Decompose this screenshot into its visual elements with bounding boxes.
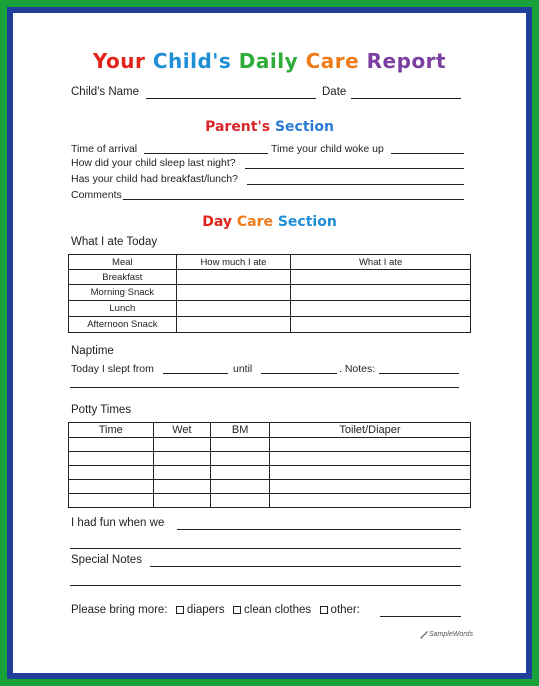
heading-word: Section bbox=[274, 119, 334, 135]
table-row bbox=[69, 301, 471, 317]
table-row bbox=[69, 466, 471, 480]
table-row bbox=[69, 438, 471, 452]
other-label: other: bbox=[330, 604, 360, 616]
nap-notes-field[interactable] bbox=[379, 373, 459, 374]
meal-name: Afternoon Snack bbox=[69, 317, 177, 333]
meal-header: Meal bbox=[69, 255, 177, 270]
logo-text: SampleWords bbox=[429, 630, 473, 638]
comments-label: Comments bbox=[71, 189, 122, 201]
potty-table-header bbox=[69, 423, 471, 438]
what-ate-cell[interactable] bbox=[291, 317, 471, 333]
parents-section-heading bbox=[13, 119, 526, 135]
heading-word: Day bbox=[202, 214, 237, 230]
until-field[interactable] bbox=[261, 373, 337, 374]
toilet-diaper-cell[interactable] bbox=[269, 480, 470, 494]
what-ate-cell[interactable] bbox=[291, 285, 471, 301]
clean-clothes-label: clean clothes bbox=[244, 604, 312, 616]
what-ate-cell[interactable] bbox=[291, 270, 471, 285]
special-notes-field-2[interactable] bbox=[70, 585, 461, 586]
naptime-heading: Naptime bbox=[71, 345, 114, 357]
sleep-label: How did your child sleep last night? bbox=[71, 157, 236, 169]
toilet-diaper-cell[interactable] bbox=[269, 466, 470, 480]
fun-field[interactable] bbox=[177, 529, 461, 530]
meal-name: Morning Snack bbox=[69, 285, 177, 301]
title-word: Care bbox=[305, 49, 367, 73]
table-row bbox=[69, 480, 471, 494]
toilet-diaper-cell[interactable] bbox=[269, 494, 470, 508]
page-title bbox=[13, 49, 526, 73]
nap-notes-line[interactable] bbox=[70, 387, 459, 388]
meal-table bbox=[68, 254, 471, 333]
time-header: Time bbox=[69, 423, 154, 438]
breakfast-field[interactable] bbox=[247, 184, 464, 185]
what-ate-cell[interactable] bbox=[291, 301, 471, 317]
wet-header: Wet bbox=[153, 423, 211, 438]
child-name-label: Child's Name bbox=[71, 86, 140, 98]
wet-cell[interactable] bbox=[153, 438, 211, 452]
other-checkbox[interactable] bbox=[320, 606, 328, 614]
special-notes-field[interactable] bbox=[150, 566, 461, 567]
meal-table-header bbox=[69, 255, 471, 270]
what-ate-header: What I ate bbox=[291, 255, 471, 270]
nap-notes-label: . Notes: bbox=[339, 363, 376, 375]
toilet-diaper-header: Toilet/Diaper bbox=[269, 423, 470, 438]
bm-cell[interactable] bbox=[211, 494, 270, 508]
until-label: until bbox=[233, 363, 253, 375]
time-cell[interactable] bbox=[69, 480, 154, 494]
fun-field-2[interactable] bbox=[70, 548, 461, 549]
other-field[interactable] bbox=[380, 616, 461, 617]
breakfast-label: Has your child had breakfast/lunch? bbox=[71, 173, 238, 185]
how-much-header: How much I ate bbox=[176, 255, 291, 270]
date-field[interactable] bbox=[351, 98, 461, 99]
how-much-cell[interactable] bbox=[176, 270, 291, 285]
bm-header: BM bbox=[211, 423, 270, 438]
wet-cell[interactable] bbox=[153, 480, 211, 494]
comments-field[interactable] bbox=[123, 199, 464, 200]
sleep-field[interactable] bbox=[245, 168, 464, 169]
daycare-section-heading bbox=[13, 214, 526, 230]
title-word: Report bbox=[366, 49, 447, 73]
wet-cell[interactable] bbox=[153, 466, 211, 480]
time-cell[interactable] bbox=[69, 494, 154, 508]
time-cell[interactable] bbox=[69, 438, 154, 452]
child-name-field[interactable] bbox=[146, 98, 316, 99]
table-row bbox=[69, 494, 471, 508]
date-label: Date bbox=[322, 86, 347, 98]
bm-cell[interactable] bbox=[211, 480, 270, 494]
heading-word: Parent's bbox=[205, 119, 275, 135]
potty-heading: Potty Times bbox=[71, 404, 132, 416]
diapers-label: diapers bbox=[186, 604, 225, 616]
woke-label: Time your child woke up bbox=[271, 143, 384, 155]
title-word: Child's bbox=[152, 49, 239, 73]
bm-cell[interactable] bbox=[211, 438, 270, 452]
diapers-checkbox[interactable] bbox=[176, 606, 184, 614]
slept-from-field[interactable] bbox=[163, 373, 228, 374]
what-i-ate-heading: What I ate Today bbox=[71, 236, 158, 248]
title-word: Daily bbox=[238, 49, 306, 73]
meal-name: Breakfast bbox=[69, 270, 177, 285]
potty-table bbox=[68, 422, 471, 508]
wet-cell[interactable] bbox=[153, 452, 211, 466]
bring-more-label: Please bring more: bbox=[71, 604, 168, 616]
toilet-diaper-cell[interactable] bbox=[269, 452, 470, 466]
special-notes-label: Special Notes bbox=[71, 554, 142, 566]
fun-label: I had fun when we bbox=[71, 517, 165, 529]
wet-cell[interactable] bbox=[153, 494, 211, 508]
time-cell[interactable] bbox=[69, 452, 154, 466]
table-row bbox=[69, 285, 471, 301]
bm-cell[interactable] bbox=[211, 452, 270, 466]
how-much-cell[interactable] bbox=[176, 317, 291, 333]
slept-from-label: Today I slept from bbox=[71, 363, 154, 375]
meal-name: Lunch bbox=[69, 301, 177, 317]
how-much-cell[interactable] bbox=[176, 285, 291, 301]
how-much-cell[interactable] bbox=[176, 301, 291, 317]
logo bbox=[419, 629, 473, 639]
arrival-field[interactable] bbox=[144, 153, 268, 154]
table-row bbox=[69, 452, 471, 466]
pen-icon bbox=[419, 629, 429, 639]
table-row bbox=[69, 270, 471, 285]
clean-clothes-checkbox[interactable] bbox=[233, 606, 241, 614]
toilet-diaper-cell[interactable] bbox=[269, 438, 470, 452]
title-word: Your bbox=[92, 49, 153, 73]
arrival-label: Time of arrival bbox=[71, 143, 138, 155]
heading-word: Section bbox=[277, 214, 337, 230]
heading-word: Care bbox=[236, 214, 278, 230]
time-cell[interactable] bbox=[69, 466, 154, 480]
bm-cell[interactable] bbox=[211, 466, 270, 480]
table-row bbox=[69, 317, 471, 333]
bring-more-row bbox=[71, 604, 360, 616]
woke-field[interactable] bbox=[391, 153, 464, 154]
care-report-page bbox=[13, 13, 526, 673]
